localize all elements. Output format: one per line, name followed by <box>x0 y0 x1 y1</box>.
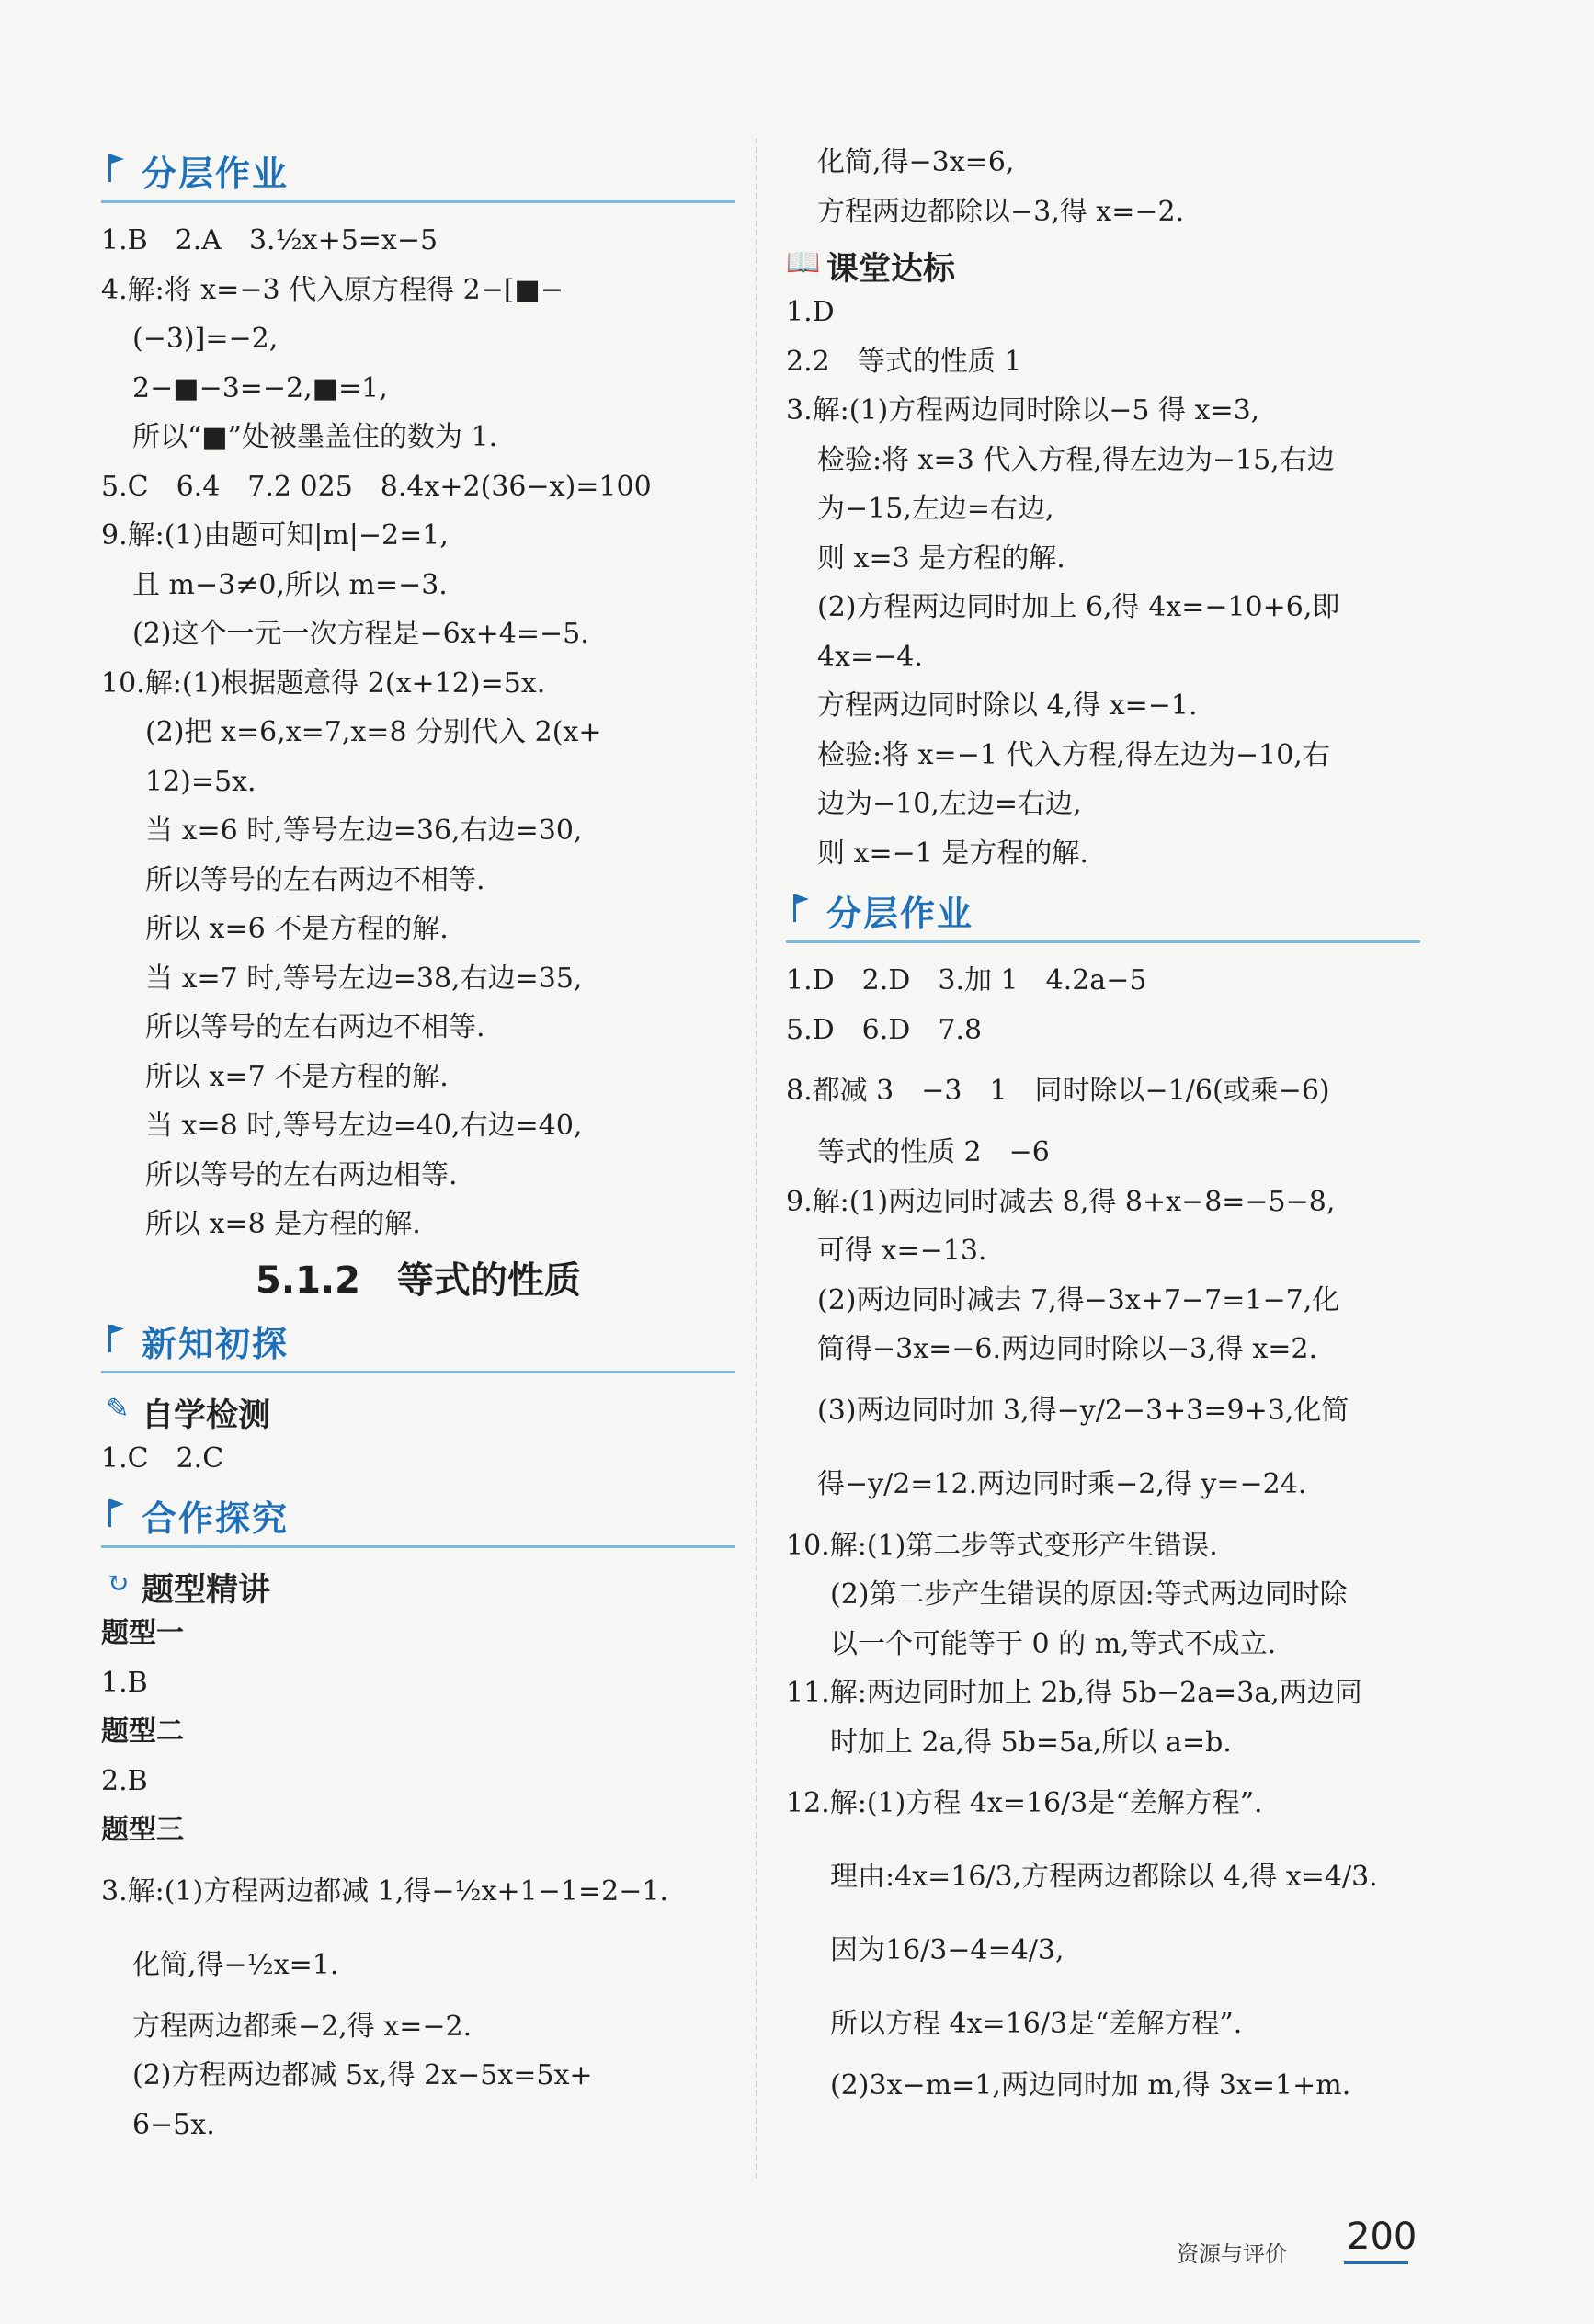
answer-line: 4.解:将 x=−3 代入原方程得 2−[■− <box>101 273 564 306</box>
answer-line: 所以 x=8 是方程的解. <box>145 1208 421 1240</box>
answer-line: 方程两边都除以−3,得 x=−2. <box>817 195 1185 228</box>
answer-line: (2)方程两边都减 5x,得 2x−5x=5x+ <box>132 2059 593 2091</box>
answer-line: 1.D <box>786 296 835 328</box>
flag-icon <box>108 1499 127 1527</box>
flag-icon <box>108 154 127 182</box>
answer-line: 化简,得−½x=1. <box>132 1948 339 1981</box>
answer-line: 2−■−3=−2,■=1, <box>132 371 388 404</box>
answer-line: 3.解:(1)方程两边都减 1,得−½x+1−1=2−1. <box>101 1874 668 1908</box>
answer-line: 等式的性质 2 −6 <box>817 1136 1050 1168</box>
answer-line: 以一个可能等于 0 的 m,等式不成立. <box>830 1627 1277 1660</box>
answer-line: 3.解:(1)方程两边同时除以−5 得 x=3, <box>786 394 1260 427</box>
answer-line: (2)第二步产生错误的原因:等式两边同时除 <box>830 1578 1348 1611</box>
answer-line: 12)=5x. <box>145 765 256 798</box>
question-type-label: 题型二 <box>101 1715 184 1748</box>
pencil-icon: ✎ <box>106 1392 130 1425</box>
column-divider <box>756 138 757 2179</box>
answer-line: 1.B <box>101 1666 148 1699</box>
answer-line: 1.B 2.A 3.½x+5=x−5 <box>101 224 438 256</box>
answer-line: 所以“■”处被墨盖住的数为 1. <box>132 421 498 453</box>
answer-line: 时加上 2a,得 5b=5a,所以 a=b. <box>830 1726 1232 1759</box>
answer-line: (2)3x−m=1,两边同时加 m,得 3x=1+m. <box>830 2069 1351 2102</box>
answer-line: 6−5x. <box>132 2108 215 2141</box>
section-title: 5.1.2 等式的性质 <box>256 1259 581 1302</box>
answer-line: 当 x=7 时,等号左边=38,右边=35, <box>145 962 583 995</box>
answer-line: 所以 x=7 不是方程的解. <box>145 1060 449 1093</box>
answer-line: 边为−10,左边=右边, <box>817 788 1082 820</box>
answer-line: (3)两边同时加 3,得−y/2−3+3=9+3,化简 <box>817 1394 1349 1427</box>
section-header-cooperation: 合作探究 <box>101 1488 735 1548</box>
answer-line: 10.解:(1)第二步等式变形产生错误. <box>786 1529 1218 1562</box>
answer-line: (2)这个一元一次方程是−6x+4=−5. <box>132 618 589 650</box>
answer-line: (2)方程两边同时加上 6,得 4x=−10+6,即 <box>817 591 1340 623</box>
answer-line: 8.都减 3 −3 1 同时除以−1/6(或乘−6) <box>786 1075 1330 1107</box>
answer-line: 5.C 6.4 7.2 025 8.4x+2(36−x)=100 <box>101 470 652 503</box>
page-number-underline <box>1344 2261 1408 2264</box>
answer-line: 当 x=6 时,等号左边=36,右边=30, <box>145 815 583 847</box>
answer-line: (−3)]=−2, <box>132 323 279 355</box>
answer-line: 所以等号的左右两边不相等. <box>145 863 485 896</box>
answer-line: 可得 x=−13. <box>817 1235 987 1267</box>
subheader-question-types: ↻ 题型精讲 <box>101 1561 735 1609</box>
answer-line: 理由:4x=16/3,方程两边都除以 4,得 x=4/3. <box>830 1861 1378 1893</box>
question-type-label: 题型一 <box>101 1617 184 1649</box>
answer-line: 10.解:(1)根据题意得 2(x+12)=5x. <box>101 666 546 700</box>
answer-line: 9.解:(1)由题可知|m|−2=1, <box>101 519 449 552</box>
flag-icon <box>793 894 812 922</box>
answer-line: 所以 x=6 不是方程的解. <box>145 913 449 945</box>
page-number: 200 <box>1347 2216 1418 2258</box>
section-header-new-knowledge: 新知初探 <box>101 1314 735 1373</box>
section-header-homework: 分层作业 <box>101 143 735 203</box>
answer-line: 简得−3x=−6.两边同时除以−3,得 x=2. <box>817 1333 1318 1365</box>
section-header-homework-2: 分层作业 <box>786 883 1420 943</box>
answer-line: 方程两边都乘−2,得 x=−2. <box>132 2010 473 2043</box>
answer-line: 且 m−3≠0,所以 m=−3. <box>132 568 448 601</box>
subheader-classroom: 📖 课堂达标 <box>786 246 956 288</box>
answer-line: 检验:将 x=−1 代入方程,得左边为−10,右 <box>817 738 1330 771</box>
answer-line: 5.D 6.D 7.8 <box>786 1013 983 1046</box>
answer-line: 2.2 等式的性质 1 <box>786 345 1022 378</box>
answer-line: 则 x=3 是方程的解. <box>817 541 1065 575</box>
answer-line: 方程两边同时除以 4,得 x=−1. <box>817 689 1198 722</box>
answer-line: 当 x=8 时,等号左边=40,右边=40, <box>145 1110 583 1142</box>
answer-line: 为−15,左边=右边, <box>817 493 1054 525</box>
flag-icon <box>108 1325 127 1352</box>
left-column <box>101 138 735 2149</box>
answer-line: 9.解:(1)两边同时减去 8,得 8+x−8=−5−8, <box>786 1185 1336 1218</box>
answer-line: 因为16/3−4=4/3, <box>830 1934 1065 1966</box>
answer-line: 所以等号的左右两边相等. <box>145 1158 458 1191</box>
answer-line: 1.D 2.D 3.加 1 4.2a−5 <box>786 964 1147 997</box>
answer-line: 2.B <box>101 1764 148 1797</box>
answer-line: (2)两边同时减去 7,得−3x+7−7=1−7,化 <box>817 1283 1340 1316</box>
swirl-icon: ↻ <box>106 1567 130 1600</box>
answer-line: 检验:将 x=3 代入方程,得左边为−15,右边 <box>817 443 1335 476</box>
right-column <box>786 138 1420 2111</box>
answer-line: 所以方程 4x=16/3是“差解方程”. <box>830 2008 1243 2040</box>
answer-line: 所以等号的左右两边不相等. <box>145 1011 485 1043</box>
subheader-self-check: ✎ 自学检测 <box>101 1386 735 1434</box>
answer-line: 11.解:两边同时加上 2b,得 5b−2a=3a,两边同 <box>786 1677 1362 1709</box>
answer-line: (2)把 x=6,x=7,x=8 分别代入 2(x+ <box>145 716 602 748</box>
answer-line: 化简,得−3x=6, <box>817 146 1015 178</box>
answer-line: 12.解:(1)方程 4x=16/3是“差解方程”. <box>786 1787 1263 1819</box>
answer-line: 则 x=−1 是方程的解. <box>817 837 1088 870</box>
answer-line: 得−y/2=12.两边同时乘−2,得 y=−24. <box>817 1467 1307 1500</box>
book-icon: 📖 <box>786 246 821 279</box>
answer-line: 4x=−4. <box>817 640 923 673</box>
footer-label: 资源与评价 <box>1177 2241 1287 2267</box>
question-type-label: 题型三 <box>101 1814 184 1846</box>
answer-line: 1.C 2.C <box>101 1441 224 1475</box>
